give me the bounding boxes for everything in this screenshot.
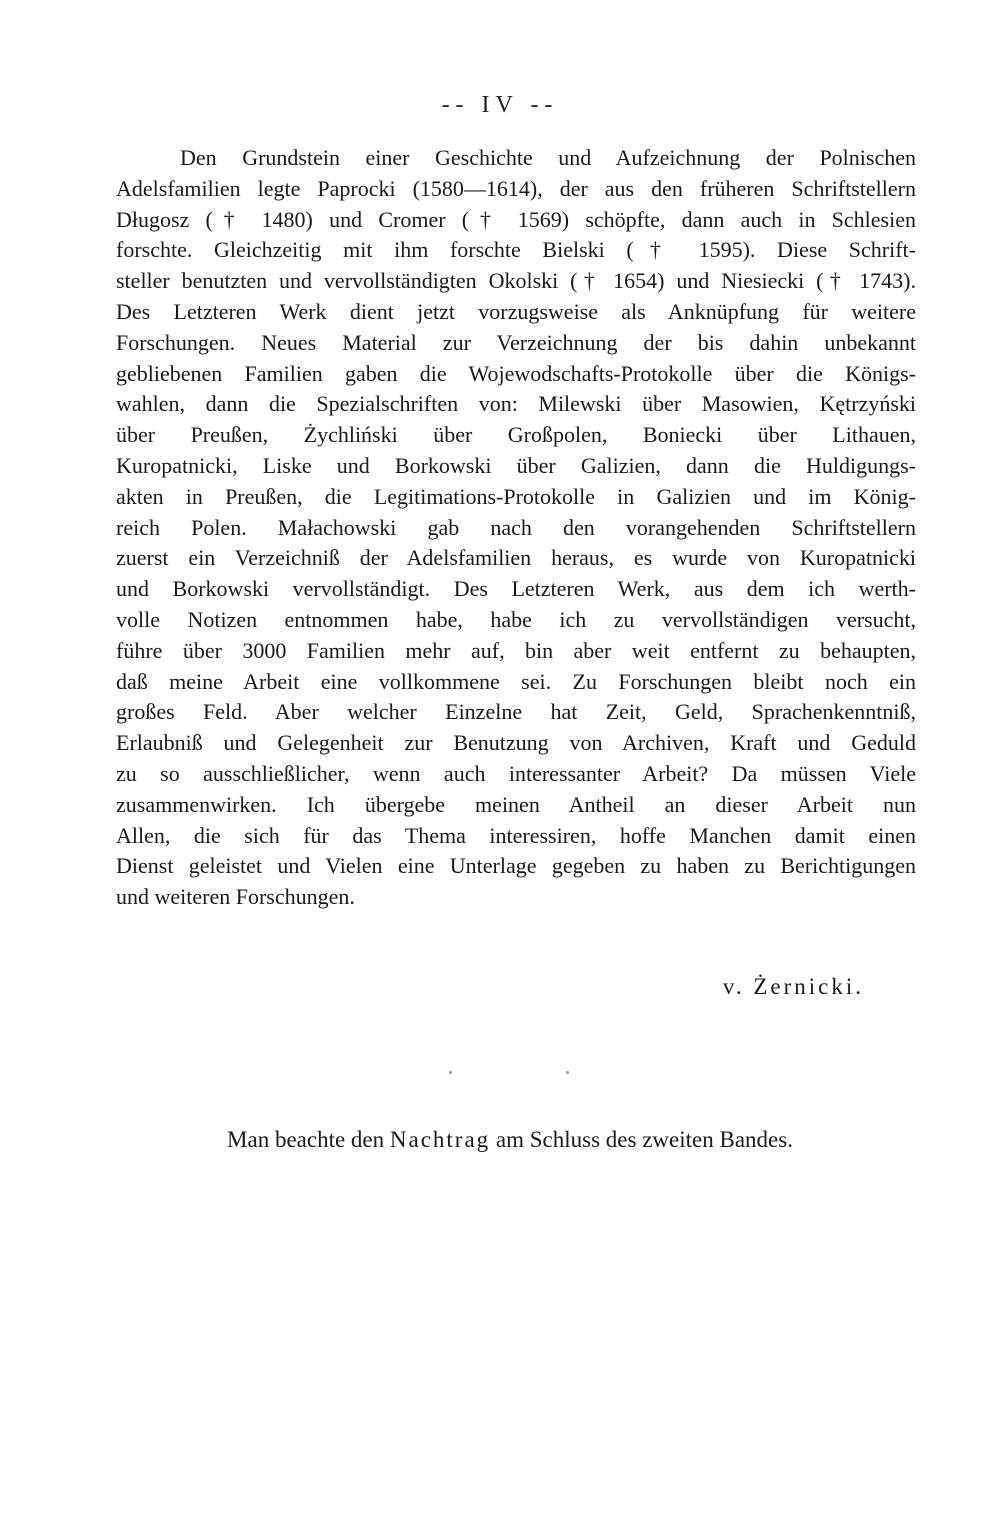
paragraph-line: und Borkowski vervollständigt. Des Letzteren Werk, aus dem ich werth-: [116, 576, 916, 602]
paragraph-line: Des Letzteren Werk dient jetzt vorzugsweise als Anknüpfung für weitere: [116, 298, 916, 324]
paragraph-line: zu so ausschließlicher, wenn auch interessanter Arbeit? Da müssen Viele: [116, 760, 916, 786]
paragraph-line: großes Feld. Aber welcher Einzelne hat Zeit, Geld, Sprachenkenntniß,: [116, 699, 916, 725]
paragraph-line: Adelsfamilien legte Paprocki (1580—1614), der aus den früheren Schriftstellern: [116, 175, 916, 201]
separator-mark: [566, 1071, 569, 1074]
author-signature: v. Żernicki.: [722, 974, 864, 999]
page-number: -- IV --: [441, 92, 559, 118]
paragraph-line: Forschungen. Neues Material zur Verzeichnung der bis dahin unbekannt: [116, 329, 916, 355]
note-text-after: am Schluss des zweiten Bandes.: [490, 1127, 793, 1152]
paragraph-line: volle Notizen entnommen habe, habe ich zu vervollständigen versucht,: [116, 606, 916, 632]
separator-mark: [449, 1071, 452, 1074]
paragraph-line: Długosz († 1480) und Cromer († 1569) schöpfte, dann auch in Schlesien: [116, 206, 916, 232]
preface-paragraph: [116, 143, 916, 913]
paragraph-line: reich Polen. Małachowski gab nach den vorangehenden Schriftstellern: [116, 514, 916, 540]
paragraph-line: Den Grundstein einer Geschichte und Aufzeichnung der Polnischen: [180, 145, 916, 170]
paragraph-line: über Preußen, Żychliński über Großpolen, Boniecki über Lithauen,: [116, 422, 916, 448]
paragraph-line: Allen, die sich für das Thema interessiren, hoffe Manchen damit einen: [116, 822, 916, 848]
paragraph-line: gebliebenen Familien gaben die Wojewodschafts-Protokolle über die Königs-: [116, 360, 916, 386]
paragraph-line: forschte. Gleichzeitig mit ihm forschte Bielski († 1595). Diese Schrift-: [116, 237, 916, 263]
paragraph-line: zusammenwirken. Ich übergebe meinen Antheil an dieser Arbeit nun: [116, 791, 916, 817]
paragraph-line: daß meine Arbeit eine vollkommene sei. Zu Forschungen bleibt noch ein: [116, 668, 916, 694]
paragraph-line: Kuropatnicki, Liske und Borkowski über Galizien, dann die Huldigungs-: [116, 452, 916, 478]
paragraph-line: Dienst geleistet und Vielen eine Unterlage gegeben zu haben zu Berichtigungen: [116, 853, 916, 879]
paragraph-line: wahlen, dann die Spezialschriften von: Milewski über Masowien, Kętrzyński: [116, 391, 916, 417]
paragraph-line: und weiteren Forschungen.: [116, 884, 355, 910]
paragraph-line: Erlaubniß und Gelegenheit zur Benutzung von Archiven, Kraft und Geduld: [116, 730, 916, 756]
paragraph-line: zuerst ein Verzeichniß der Adelsfamilien heraus, es wurde von Kuropatnicki: [116, 545, 916, 571]
note-emphasis: Nachtrag: [389, 1127, 491, 1152]
paragraph-line: steller benutzten und vervollständigten Okolski († 1654) und Niesiecki († 1743).: [116, 268, 916, 294]
paragraph-line: akten in Preußen, die Legitimations-Protokolle in Galizien und im König-: [116, 483, 916, 509]
note-text-before: Man beachte den: [227, 1127, 390, 1152]
paragraph-line: führe über 3000 Familien mehr auf, bin aber weit entfernt zu behaupten,: [116, 637, 916, 663]
supplement-note: [0, 1127, 1000, 1153]
